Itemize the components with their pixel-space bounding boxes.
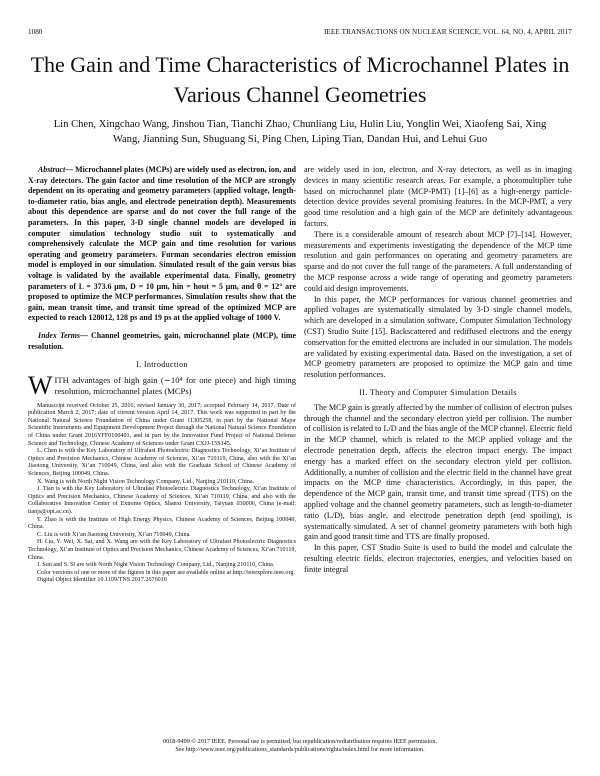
- left-column: [28, 165, 296, 585]
- right-column: [304, 165, 572, 575]
- rights-link-line: See http://www.ieee.org/publications_standards/publications/rights/index.html for more information.: [175, 746, 425, 753]
- footnote: Digital Object Identifier 10.1109/TNS.2017.2676010: [37, 577, 167, 584]
- body-paragraph: In this paper, the MCP performances for various channel geometries and applied voltages are systematically simulated by 3-D single channel models, which are developed in a simulation software, Computer Simulation Technology (CST) Studio Suite [15]. Backscattered and rediffused electrons and the energy conservation for the emitted electrons are included in our simulation. The models are validated by existing experimental data. Based on the investigation, a set of MCP geometry parameters are proposed to optimize the MCP gain and time resolution performances.: [304, 294, 572, 380]
- section-heading-theory: II. Theory and Computer Simulation Details: [359, 387, 517, 397]
- paper-title: The Gain and Time Characteristics of Microchannel Plates in Various Channel Geometries: [30, 52, 570, 107]
- intro-text: ITH advantages of high gain (∼10⁴ for one piece) and high timing resolution, microchannel plates (MCPs): [54, 374, 296, 396]
- section-heading-introduction: I. Introduction: [136, 360, 188, 370]
- running-header: [28, 28, 572, 40]
- body-paragraph: The MCP gain is greatly affected by the number of collision of electron pulses through the channel and the secondary electron yield per collision. The number of collision is related to L/D and the bias angle of the MCP channel. Electric field in the MCP channel, which is related to the MCP applied voltage and the electrode penetration depth, affects the electron impact energy. The impact energy has a marked effect on the secondary electron yield per collision. Additionally, a number of collision and the electric field in the channel have great impacts on the MCP time characteristics. Accordingly, in this paper, the dependence of the MCP gain, transit time, and transit time spread (TTS) on the applied voltage and the channel geometry parameters, such as length-to-diameter ratio (L/D), bias angle, and electrode penetration depth (end spoiling), is systematically simulated. A set of channel geometry parameters with both high gain and good transit time and TTS are finally proposed.: [304, 402, 572, 542]
- footnote: C. Liu is with Xi’an Jiaotong University, Xi’an 710049, China.: [37, 531, 191, 538]
- abstract-text: — Microchannel plates (MCPs) are widely used as electron, ion, and X-ray detectors. The gain factor and time resolution of the MCP are strongly dependent on its operating and geometry parameters (applied voltage, length-to-diameter ratio, bias angle, and electrode penetration depth). Measurements about this dependence are sparse and do not cover the full range of the parameters. In this paper, 3-D single channel models are developed in computer simulation technology studio suit to systematically and comprehensively calculate the MCP gain and time resolution for various operating and geometry parameters. Furman secondaries electron emission model is employed in our simulation. Simulated result of the gain versus bias voltage is validated by the available experimental data. Finally, geometry parameters of L = 373.6 μm, D = 10 μm, hin = hout = 5 μm, and θ = 12° are proposed to optimize the MCP performances. Simulation results show that the gain, mean transit time, and transit time spread of the optimized MCP are expected to reach 128012, 128 ps and 19 ps at the applied voltage of 1000 V.: [28, 165, 296, 323]
- footnotes: [28, 403, 296, 585]
- footnote: Manuscript received October 25, 2016; revised January 30, 2017; accepted February 14, 2017. Date of publication March 2, 2017; date of current version April 14, 2017. This work was supported in part by the National Natural Science Foundation of China under Grant 11305258, in part by the National Major Scientific Instruments and Equipment Development Project through the National Natural Science Foundation of China under Grant 2016YFF0100401, and in part by the Innovation Fund Project of National Defense Science and Technology, Chinese Academy of Sciences under Grant CXJJ-15S145.: [28, 402, 296, 447]
- copyright-line: 0018-9499 © 2017 IEEE. Personal use is permitted, but republication/redistribution requires IEEE permission.: [163, 738, 437, 745]
- footnote: Color versions of one or more of the figures in this paper are available online at http://ieeexplore.ieee.org.: [37, 569, 295, 576]
- footnote: T. Zhao is with the Institute of High Energy Physics, Chinese Academy of Sciences, Beijing 100049, China.: [28, 516, 296, 531]
- copyright-footer: [40, 738, 560, 754]
- index-terms-label: Index Terms: [38, 330, 80, 340]
- drop-cap: W: [28, 370, 53, 400]
- footnote: X. Wang is with North Night Vision Technology Company, Ltd., Nanjing 210110, China.: [37, 478, 255, 485]
- page-number: 1080: [28, 28, 43, 36]
- body-paragraph: There is a considerable amount of research about MCP [7]–[14]. However, measurements and experiments investigating the dependence of the MCP time resolution and gain performances on operating and geometry parameters are sparse and do not cover the full range of the parameters. A full understanding of the MCP response across a wide range of operating and geometry parameters could aid design improvements.: [304, 229, 572, 293]
- index-terms: [28, 331, 296, 352]
- intro-paragraph: [28, 370, 296, 400]
- footnote: J. Sun and S. Si are with North Night Vision Technology Company, Ltd., Nanjing 210110, China.: [37, 562, 275, 569]
- body-paragraph: are widely used in ion, electron, and X-ray detectors, as well as in imaging devices in many scientific research areas. For example, a photomultiplier tube based on microchannel plate (MCP-PMT) [1]–[6] as a high-energy particle-detection device provides several promising features. In the MCP-PMT, a very good time resolution and a high gain of the MCP are definitely advantageous factors.: [304, 165, 572, 228]
- footnote: J. Tian is with the Key Laboratory of Ultrafast Photoelectric Diagnostics Technology, Xi’an Institute of Optics and Precision Mechanics, Chinese Academy of Sciences, Xi’an 710119, China, and also with the Collaborative Innovation Center of Extreme Optics, Shanxi University, Taiyuan 030006, China (e-mail: tianjs@opt.ac.cn).: [28, 486, 296, 515]
- abstract-label: Abstract: [38, 165, 66, 174]
- footnote: L. Chen is with the Key Laboratory of Ultrafast Photoelectric Diagnostics Technology, Xi’an Institute of Optics and Precision Mechanics, Chinese Academy of Sciences, Xi’an 710119, China, also with the Xi’an Jiaotong University, Xi’an 710049, China, and also with the Graduate School of Chinese Academy of Sciences, Beijing 100049, China.: [28, 448, 296, 478]
- journal-name: IEEE TRANSACTIONS ON NUCLEAR SCIENCE, VOL. 64, NO. 4, APRIL 2017: [323, 28, 572, 36]
- footnote: H. Liu, Y. Wei, X. Sai, and X. Wang are with the Key Laboratory of Ultrafast Photoelectric Diagnostics Technology, Xi’an Institute of Optics and Precision Mechanics, Chinese Academy of Sciences, Xi’an 710119, China.: [28, 539, 296, 561]
- body-paragraph: In this paper, CST Studio Suite is used to build the model and calculate the resulting electric fields, electron trajectories, energies, and velocities based on finite integral: [304, 543, 572, 574]
- abstract: [28, 165, 296, 324]
- author-list: Lin Chen, Xingchao Wang, Jinshou Tian, Tianchi Zhao, Chunliang Liu, Hulin Liu, Yonglin Wei, Xiaofeng Sai, Xing Wang, Jianning Sun, Shuguang Si, Ping Chen, Liping Tian, Dandan Hui, and Lehui Guo: [53, 119, 547, 145]
- index-terms-text: — Channel geometries, gain, microchannel plate (MCP), time resolution.: [28, 330, 297, 351]
